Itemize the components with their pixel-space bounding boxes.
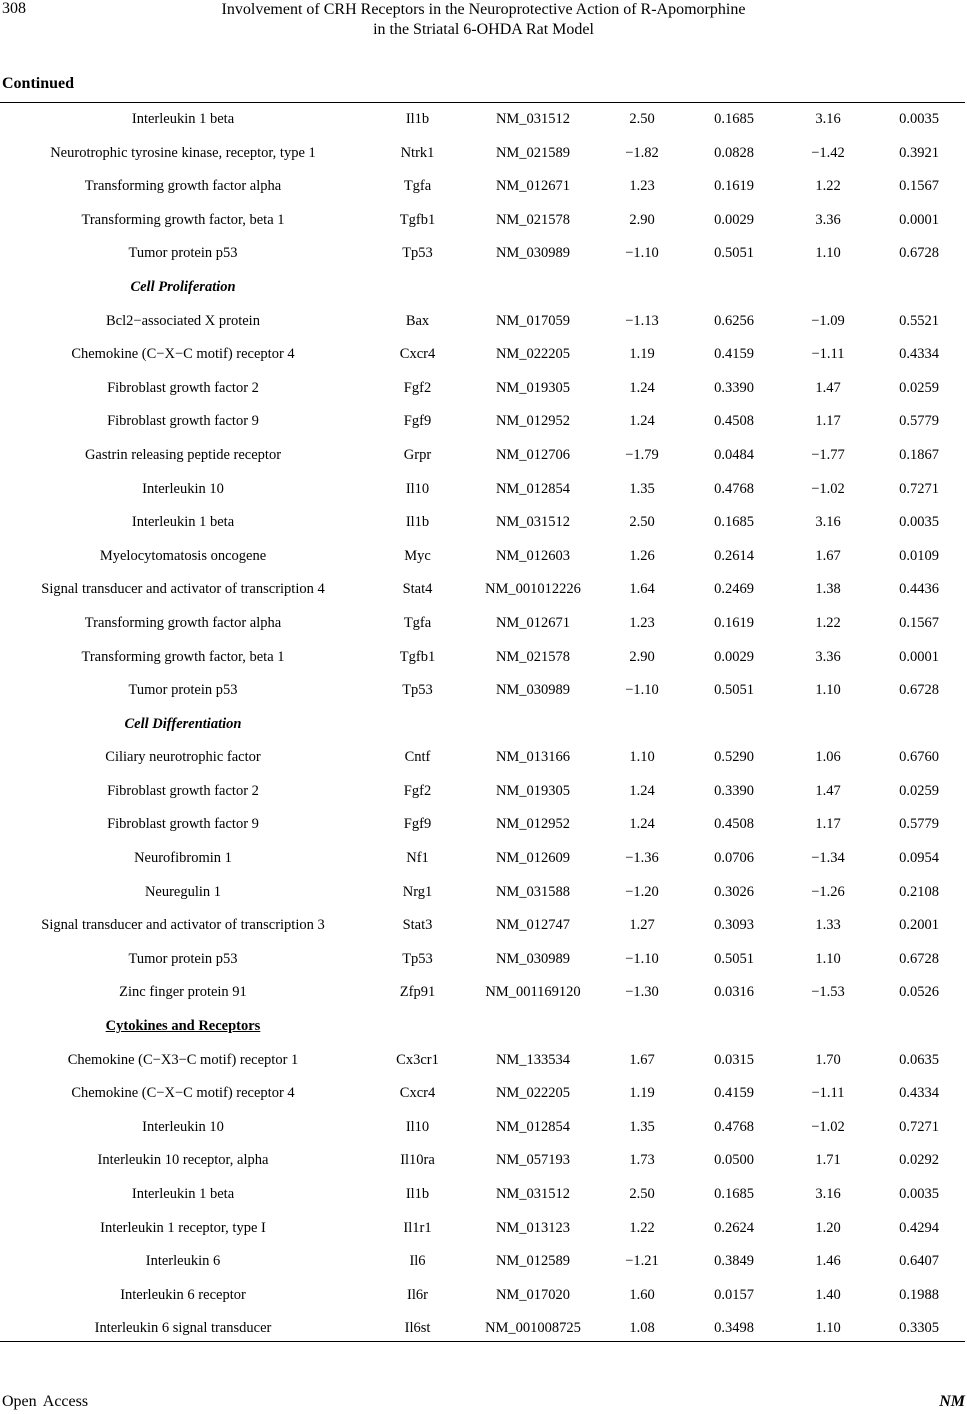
p-value-cell: 0.5051 xyxy=(714,245,754,262)
p-value-cell: 0.5779 xyxy=(899,413,939,430)
gene-name-cell: Signal transducer and activator of transcription 3 xyxy=(41,917,325,934)
p-value-cell: 0.0035 xyxy=(899,514,939,531)
p-value-cell: 0.0500 xyxy=(714,1152,754,1169)
table-row xyxy=(0,1178,965,1212)
page-number: 308 xyxy=(2,0,26,17)
gene-symbol-cell: Tgfa xyxy=(403,614,432,631)
accession-cell: NM_012603 xyxy=(495,547,571,564)
gene-name-cell: Transforming growth factor alpha xyxy=(84,178,282,195)
table-row xyxy=(0,641,965,675)
p-value-cell: 0.4436 xyxy=(899,581,939,598)
gene-symbol-cell: Fgf9 xyxy=(403,816,432,833)
footer-open-access: Open Access xyxy=(2,1393,89,1410)
p-value-cell: 0.2001 xyxy=(899,917,939,934)
table-row xyxy=(0,170,965,204)
fold-change-cell: −1.26 xyxy=(811,883,845,900)
gene-name-cell: Bcl2−associated X protein xyxy=(106,312,260,329)
fold-change-cell: −1.53 xyxy=(811,984,845,1001)
p-value-cell: 0.3026 xyxy=(714,883,754,900)
accession-cell: NM_021578 xyxy=(495,648,571,665)
accession-cell: NM_031588 xyxy=(495,883,571,900)
p-value-cell: 0.0001 xyxy=(899,648,939,665)
gene-name-cell: Fibroblast growth factor 2 xyxy=(107,379,259,396)
gene-symbol-cell: Grpr xyxy=(403,446,432,463)
fold-change-cell: 1.10 xyxy=(629,749,655,766)
fold-change-cell: 1.73 xyxy=(629,1152,655,1169)
gene-name-cell: Interleukin 6 xyxy=(145,1253,221,1270)
p-value-cell: 0.2614 xyxy=(714,547,754,564)
fold-change-cell: −1.02 xyxy=(811,480,845,497)
fold-change-cell: 1.22 xyxy=(815,178,841,195)
accession-cell: NM_012609 xyxy=(495,850,571,867)
p-value-cell: 0.0292 xyxy=(899,1152,939,1169)
fold-change-cell: 3.16 xyxy=(815,1186,841,1202)
gene-name-cell: Interleukin 1 beta xyxy=(131,111,235,127)
fold-change-cell: 1.10 xyxy=(815,682,841,699)
fold-change-cell: 1.40 xyxy=(815,1286,841,1303)
table-row xyxy=(0,1212,965,1246)
p-value-cell: 0.5051 xyxy=(714,950,754,967)
p-value-cell: 0.7271 xyxy=(899,480,939,497)
gene-symbol-cell: Myc xyxy=(404,547,431,564)
running-head xyxy=(0,0,967,40)
gene-name-cell: Interleukin 6 signal transducer xyxy=(94,1320,272,1337)
footer-journal-abbrev: NM xyxy=(939,1393,965,1410)
p-value-cell: 0.6256 xyxy=(714,312,754,329)
fold-change-cell: 3.16 xyxy=(815,514,841,531)
gene-name-cell: Fibroblast growth factor 9 xyxy=(107,413,259,430)
table-row xyxy=(0,305,965,339)
p-value-cell: 0.3390 xyxy=(714,379,754,396)
gene-name-cell: Tumor protein p53 xyxy=(128,682,238,699)
gene-symbol-cell: Stat3 xyxy=(402,917,433,934)
table-row xyxy=(0,439,965,473)
fold-change-cell: 3.36 xyxy=(815,648,841,665)
table-row xyxy=(0,943,965,977)
table-row xyxy=(0,1279,965,1313)
fold-change-cell: −1.02 xyxy=(811,1118,845,1135)
p-value-cell: 0.7271 xyxy=(899,1118,939,1135)
gene-symbol-cell: Bax xyxy=(405,312,430,329)
p-value-cell: 0.1988 xyxy=(899,1286,939,1303)
p-value-cell: 0.1567 xyxy=(899,614,939,631)
p-value-cell: 0.1685 xyxy=(714,111,754,127)
p-value-cell: 0.0035 xyxy=(899,1186,939,1202)
fold-change-cell: 1.23 xyxy=(629,614,655,631)
fold-change-cell: 1.60 xyxy=(629,1286,655,1303)
p-value-cell: 0.2624 xyxy=(714,1219,754,1236)
fold-change-cell: 1.24 xyxy=(629,413,655,430)
table-row xyxy=(0,1111,965,1145)
accession-cell: NM_133534 xyxy=(495,1051,571,1068)
gene-name-cell: Interleukin 1 beta xyxy=(131,514,235,531)
fold-change-cell: 3.36 xyxy=(815,211,841,228)
p-value-cell: 0.6728 xyxy=(899,950,939,967)
accession-cell: NM_013166 xyxy=(495,749,571,766)
gene-name-cell: Myelocytomatosis oncogene xyxy=(99,547,267,564)
p-value-cell: 0.0259 xyxy=(899,782,939,799)
p-value-cell: 0.0635 xyxy=(899,1051,939,1068)
table-row xyxy=(0,573,965,607)
table-row xyxy=(0,1044,965,1078)
table-row xyxy=(0,607,965,641)
gene-symbol-cell: Tgfb1 xyxy=(399,211,436,228)
fold-change-cell: 1.22 xyxy=(629,1219,655,1236)
p-value-cell: 0.0029 xyxy=(714,648,754,665)
fold-change-cell: 1.17 xyxy=(815,816,841,833)
gene-name-cell: Interleukin 10 xyxy=(142,1118,224,1135)
fold-change-cell: −1.21 xyxy=(625,1253,659,1270)
gene-symbol-cell: Cx3cr1 xyxy=(396,1051,439,1068)
gene-name-cell: Zinc finger protein 91 xyxy=(119,984,247,1001)
gene-symbol-cell: Tgfb1 xyxy=(399,648,436,665)
table-row xyxy=(0,103,965,137)
gene-name-cell: Neurotrophic tyrosine kinase, receptor, type 1 xyxy=(50,144,316,161)
accession-cell: NM_012854 xyxy=(495,1118,571,1135)
gene-name-cell: Tumor protein p53 xyxy=(128,950,238,967)
accession-cell: NM_021589 xyxy=(495,144,571,161)
table-row xyxy=(0,876,965,910)
table-row xyxy=(0,674,965,708)
accession-cell: NM_031512 xyxy=(495,111,571,127)
data-table xyxy=(0,103,965,1346)
p-value-cell: 0.4768 xyxy=(714,1118,754,1135)
fold-change-cell: −1.11 xyxy=(811,346,845,363)
fold-change-cell: −1.30 xyxy=(625,984,659,1001)
section-title: Cytokines and Receptors xyxy=(105,1018,261,1035)
table-row xyxy=(0,137,965,171)
fold-change-cell: 1.35 xyxy=(629,480,655,497)
fold-change-cell: −1.10 xyxy=(625,682,659,699)
gene-name-cell: Chemokine (C−X−C motif) receptor 4 xyxy=(71,1085,295,1102)
p-value-cell: 0.4334 xyxy=(899,346,939,363)
fold-change-cell: 1.67 xyxy=(815,547,841,564)
accession-cell: NM_012854 xyxy=(495,480,571,497)
p-value-cell: 0.6760 xyxy=(899,749,939,766)
gene-name-cell: Interleukin 10 xyxy=(142,480,224,497)
p-value-cell: 0.2469 xyxy=(714,581,754,598)
fold-change-cell: 1.47 xyxy=(815,379,841,396)
fold-change-cell: −1.09 xyxy=(811,312,845,329)
accession-cell: NM_012589 xyxy=(495,1253,571,1270)
accession-cell: NM_017020 xyxy=(495,1286,571,1303)
gene-symbol-cell: Il1b xyxy=(405,514,430,531)
gene-name-cell: Transforming growth factor alpha xyxy=(84,614,282,631)
p-value-cell: 0.3390 xyxy=(714,782,754,799)
fold-change-cell: −1.36 xyxy=(625,850,659,867)
p-value-cell: 0.0954 xyxy=(899,850,939,867)
p-value-cell: 0.0828 xyxy=(714,144,754,161)
gene-symbol-cell: Tp53 xyxy=(402,950,433,967)
fold-change-cell: 1.24 xyxy=(629,816,655,833)
gene-symbol-cell: Il10 xyxy=(405,480,430,497)
table-row xyxy=(0,1245,965,1279)
gene-name-cell: Neuregulin 1 xyxy=(144,883,222,900)
table-row xyxy=(0,775,965,809)
table-row xyxy=(0,506,965,540)
fold-change-cell: 1.24 xyxy=(629,379,655,396)
gene-symbol-cell: Fgf9 xyxy=(403,413,432,430)
table-row xyxy=(0,540,965,574)
fold-change-cell: 1.10 xyxy=(815,245,841,262)
gene-name-cell: Interleukin 1 beta xyxy=(131,1186,235,1202)
running-head-line-2: in the Striatal 6-OHDA Rat Model xyxy=(373,21,594,38)
p-value-cell: 0.0315 xyxy=(714,1051,754,1068)
fold-change-cell: 1.10 xyxy=(815,950,841,967)
table-row xyxy=(0,473,965,507)
section-header-row xyxy=(0,271,965,305)
accession-cell: NM_012952 xyxy=(495,413,571,430)
accession-cell: NM_012671 xyxy=(495,178,571,195)
fold-change-cell: 2.50 xyxy=(629,1186,655,1202)
gene-name-cell: Interleukin 10 receptor, alpha xyxy=(97,1152,269,1169)
p-value-cell: 0.6407 xyxy=(899,1253,939,1270)
table-row xyxy=(0,976,965,1010)
accession-cell: NM_022205 xyxy=(495,346,571,363)
table-row xyxy=(0,338,965,372)
gene-name-cell: Ciliary neurotrophic factor xyxy=(105,749,261,766)
table-row xyxy=(0,1077,965,1111)
fold-change-cell: −1.20 xyxy=(625,883,659,900)
fold-change-cell: 1.22 xyxy=(815,614,841,631)
fold-change-cell: 1.24 xyxy=(629,782,655,799)
gene-symbol-cell: Il6st xyxy=(404,1320,431,1337)
accession-cell: NM_001169120 xyxy=(485,984,581,1001)
gene-name-cell: Transforming growth factor, beta 1 xyxy=(81,211,285,228)
accession-cell: NM_012747 xyxy=(495,917,571,934)
p-value-cell: 0.0316 xyxy=(714,984,754,1001)
accession-cell: NM_012671 xyxy=(495,614,571,631)
gene-name-cell: Chemokine (C−X−C motif) receptor 4 xyxy=(71,346,295,363)
p-value-cell: 0.0706 xyxy=(714,850,754,867)
fold-change-cell: −1.34 xyxy=(811,850,845,867)
fold-change-cell: 1.26 xyxy=(629,547,655,564)
gene-symbol-cell: Nrg1 xyxy=(402,883,433,900)
p-value-cell: 0.3849 xyxy=(714,1253,754,1270)
fold-change-cell: −1.10 xyxy=(625,950,659,967)
accession-cell: NM_012952 xyxy=(495,816,571,833)
fold-change-cell: 1.33 xyxy=(815,917,841,934)
p-value-cell: 0.0157 xyxy=(714,1286,754,1303)
table-row xyxy=(0,204,965,238)
running-head-line-1: Involvement of CRH Receptors in the Neuroprotective Action of R-Apomorphine xyxy=(221,1,746,18)
gene-name-cell: Neurofibromin 1 xyxy=(134,850,232,867)
p-value-cell: 0.5051 xyxy=(714,682,754,699)
fold-change-cell: 3.16 xyxy=(815,111,841,127)
p-value-cell: 0.2108 xyxy=(899,883,939,900)
fold-change-cell: 2.90 xyxy=(629,648,655,665)
p-value-cell: 0.4508 xyxy=(714,413,754,430)
fold-change-cell: −1.77 xyxy=(811,446,845,463)
accession-cell: NM_030989 xyxy=(495,682,571,699)
accession-cell: NM_031512 xyxy=(495,1186,571,1202)
fold-change-cell: 1.38 xyxy=(815,581,841,598)
p-value-cell: 0.4334 xyxy=(899,1085,939,1102)
gene-symbol-cell: Il6r xyxy=(407,1286,428,1303)
gene-name-cell: Interleukin 6 receptor xyxy=(120,1286,246,1303)
accession-cell: NM_019305 xyxy=(495,379,571,396)
continued-label: Continued xyxy=(2,75,75,92)
p-value-cell: 0.4294 xyxy=(899,1219,939,1236)
table-row xyxy=(0,405,965,439)
table-row xyxy=(0,372,965,406)
gene-symbol-cell: Tgfa xyxy=(403,178,432,195)
p-value-cell: 0.0001 xyxy=(899,211,939,228)
p-value-cell: 0.1685 xyxy=(714,514,754,531)
gene-name-cell: Chemokine (C−X3−C motif) receptor 1 xyxy=(67,1051,299,1068)
gene-symbol-cell: Fgf2 xyxy=(403,379,432,396)
gene-symbol-cell: Il1r1 xyxy=(403,1219,432,1236)
table-bottom-rule xyxy=(0,1341,965,1342)
p-value-cell: 0.0109 xyxy=(899,547,939,564)
gene-symbol-cell: Cntf xyxy=(404,749,431,766)
fold-change-cell: 1.46 xyxy=(815,1253,841,1270)
p-value-cell: 0.4508 xyxy=(714,816,754,833)
fold-change-cell: −1.42 xyxy=(811,144,845,161)
p-value-cell: 0.6728 xyxy=(899,245,939,262)
fold-change-cell: 1.23 xyxy=(629,178,655,195)
p-value-cell: 0.4768 xyxy=(714,480,754,497)
p-value-cell: 0.0484 xyxy=(714,446,754,463)
accession-cell: NM_019305 xyxy=(495,782,571,799)
gene-name-cell: Gastrin releasing peptide receptor xyxy=(84,446,282,463)
fold-change-cell: −1.10 xyxy=(625,245,659,262)
fold-change-cell: 1.19 xyxy=(629,1085,655,1102)
fold-change-cell: 1.10 xyxy=(815,1320,841,1337)
fold-change-cell: 1.27 xyxy=(629,917,655,934)
fold-change-cell: 1.06 xyxy=(815,749,841,766)
p-value-cell: 0.5290 xyxy=(714,749,754,766)
p-value-cell: 0.1685 xyxy=(714,1186,754,1202)
p-value-cell: 0.6728 xyxy=(899,682,939,699)
fold-change-cell: 2.90 xyxy=(629,211,655,228)
fold-change-cell: 1.67 xyxy=(629,1051,655,1068)
fold-change-cell: 2.50 xyxy=(629,514,655,531)
section-header-row xyxy=(0,708,965,742)
accession-cell: NM_057193 xyxy=(495,1152,571,1169)
gene-symbol-cell: Il1b xyxy=(405,111,430,127)
table-row xyxy=(0,842,965,876)
gene-name-cell: Fibroblast growth factor 2 xyxy=(107,782,259,799)
table-row xyxy=(0,909,965,943)
fold-change-cell: 1.71 xyxy=(815,1152,841,1169)
fold-change-cell: 1.64 xyxy=(629,581,655,598)
accession-cell: NM_030989 xyxy=(495,245,571,262)
gene-symbol-cell: Fgf2 xyxy=(403,782,432,799)
fold-change-cell: 1.20 xyxy=(815,1219,841,1236)
gene-symbol-cell: Il10 xyxy=(405,1118,430,1135)
section-title: Cell Proliferation xyxy=(130,278,236,295)
gene-symbol-cell: Tp53 xyxy=(402,682,433,699)
p-value-cell: 0.3498 xyxy=(714,1320,754,1337)
accession-cell: NM_001012226 xyxy=(485,581,581,598)
fold-change-cell: 1.17 xyxy=(815,413,841,430)
gene-symbol-cell: Stat4 xyxy=(402,581,433,598)
p-value-cell: 0.0526 xyxy=(899,984,939,1001)
accession-cell: NM_030989 xyxy=(495,950,571,967)
gene-symbol-cell: Ntrk1 xyxy=(400,144,435,161)
fold-change-cell: −1.79 xyxy=(625,446,659,463)
fold-change-cell: 1.08 xyxy=(629,1320,655,1337)
fold-change-cell: 2.50 xyxy=(629,111,655,127)
p-value-cell: 0.3921 xyxy=(899,144,939,161)
p-value-cell: 0.0029 xyxy=(714,211,754,228)
gene-name-cell: Tumor protein p53 xyxy=(128,245,238,262)
p-value-cell: 0.1867 xyxy=(899,446,939,463)
accession-cell: NM_001008725 xyxy=(485,1320,581,1337)
gene-name-cell: Transforming growth factor, beta 1 xyxy=(81,648,285,665)
accession-cell: NM_017059 xyxy=(495,312,571,329)
accession-cell: NM_012706 xyxy=(495,446,571,463)
p-value-cell: 0.3093 xyxy=(714,917,754,934)
table-row xyxy=(0,808,965,842)
fold-change-cell: 1.19 xyxy=(629,346,655,363)
gene-symbol-cell: Nf1 xyxy=(406,850,429,867)
section-title: Cell Differentiation xyxy=(124,715,242,732)
fold-change-cell: −1.13 xyxy=(625,312,659,329)
fold-change-cell: 1.35 xyxy=(629,1118,655,1135)
gene-symbol-cell: Il10ra xyxy=(400,1152,435,1169)
gene-symbol-cell: Cxcr4 xyxy=(399,346,436,363)
table-row xyxy=(0,1144,965,1178)
p-value-cell: 0.4159 xyxy=(714,346,754,363)
accession-cell: NM_021578 xyxy=(495,211,571,228)
gene-name-cell: Interleukin 1 receptor, type I xyxy=(100,1219,266,1236)
gene-symbol-cell: Cxcr4 xyxy=(399,1085,436,1102)
gene-name-cell: Fibroblast growth factor 9 xyxy=(107,816,259,833)
p-value-cell: 0.1567 xyxy=(899,178,939,195)
gene-symbol-cell: Tp53 xyxy=(402,245,433,262)
p-value-cell: 0.1619 xyxy=(714,178,754,195)
p-value-cell: 0.0259 xyxy=(899,379,939,396)
accession-cell: NM_013123 xyxy=(495,1219,571,1236)
table-row xyxy=(0,237,965,271)
fold-change-cell: −1.11 xyxy=(811,1085,845,1102)
gene-name-cell: Signal transducer and activator of transcription 4 xyxy=(41,581,325,598)
accession-cell: NM_022205 xyxy=(495,1085,571,1102)
section-header-row xyxy=(0,1010,965,1044)
p-value-cell: 0.3305 xyxy=(899,1320,939,1337)
p-value-cell: 0.0035 xyxy=(899,111,939,127)
gene-symbol-cell: Il1b xyxy=(405,1186,430,1202)
fold-change-cell: 1.47 xyxy=(815,782,841,799)
fold-change-cell: −1.82 xyxy=(625,144,659,161)
p-value-cell: 0.1619 xyxy=(714,614,754,631)
p-value-cell: 0.5779 xyxy=(899,816,939,833)
gene-symbol-cell: Il6 xyxy=(409,1253,426,1270)
fold-change-cell: 1.70 xyxy=(815,1051,841,1068)
table-row xyxy=(0,741,965,775)
p-value-cell: 0.5521 xyxy=(899,312,939,329)
accession-cell: NM_031512 xyxy=(495,514,571,531)
p-value-cell: 0.4159 xyxy=(714,1085,754,1102)
gene-symbol-cell: Zfp91 xyxy=(399,984,436,1001)
